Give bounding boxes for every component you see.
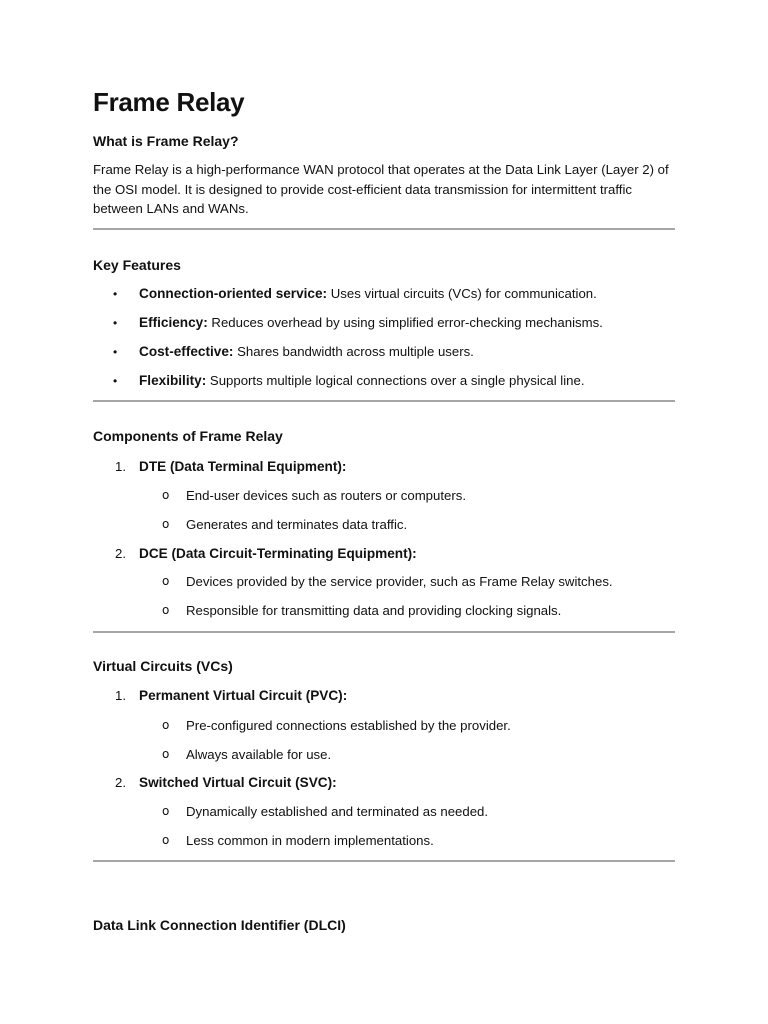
section-heading-intro: What is Frame Relay? — [93, 133, 239, 149]
sub-bullet-icon: o — [162, 747, 170, 761]
divider — [93, 631, 675, 633]
circuit-label: Switched Virtual Circuit (SVC): — [139, 775, 337, 790]
sub-bullet-icon: o — [162, 603, 170, 617]
circuit-label: Permanent Virtual Circuit (PVC): — [139, 688, 348, 703]
feature-item — [115, 314, 603, 332]
bullet-icon: • — [113, 374, 118, 388]
feature-label: Flexibility: — [139, 373, 207, 388]
circuit-sub-item: o Always available for use. — [162, 747, 332, 762]
sub-bullet-icon: o — [162, 517, 170, 531]
bullet-icon: • — [113, 345, 118, 359]
sub-bullet-icon: o — [162, 488, 170, 502]
component-sub-item: o End-user devices such as routers or computers. — [162, 488, 466, 503]
feature-item — [115, 372, 585, 390]
feature-item — [115, 285, 597, 303]
component-item — [115, 458, 346, 476]
component-sub-item: o Responsible for transmitting data and providing clocking signals. — [162, 603, 562, 618]
feature-label: Connection-oriented service: — [139, 286, 328, 301]
sub-bullet-icon: o — [162, 718, 170, 732]
divider — [93, 400, 675, 402]
sub-bullet-icon: o — [162, 804, 170, 818]
feature-label: Cost-effective: — [139, 344, 234, 359]
component-sub-item: o Generates and terminates data traffic. — [162, 517, 408, 532]
component-item — [115, 545, 417, 563]
circuit-sub-item: o Dynamically established and terminated as needed. — [162, 804, 489, 819]
feature-text: Supports multiple logical connections over a single physical line. — [209, 373, 585, 388]
list-number: 1. — [115, 688, 126, 703]
feature-item — [115, 343, 474, 361]
list-number: 1. — [115, 459, 126, 474]
sub-bullet-icon: o — [162, 833, 170, 847]
list-number: 2. — [115, 546, 126, 561]
page-title: Frame Relay — [93, 87, 245, 117]
feature-label: Efficiency: — [139, 315, 208, 330]
section-heading-dlci: Data Link Connection Identifier (DLCI) — [93, 917, 346, 933]
divider — [93, 228, 675, 230]
component-label: DCE (Data Circuit-Terminating Equipment): — [139, 546, 417, 561]
section-heading-circuits: Virtual Circuits (VCs) — [93, 658, 233, 674]
feature-text: Reduces overhead by using simplified error-checking mechanisms. — [211, 315, 603, 330]
circuit-sub-item: o Pre-configured connections established by the provider. — [162, 718, 511, 733]
feature-text: Shares bandwidth across multiple users. — [237, 344, 474, 359]
circuit-item — [115, 774, 337, 792]
circuit-sub-item: o Less common in modern implementations. — [162, 833, 434, 848]
list-number: 2. — [115, 775, 126, 790]
component-label: DTE (Data Terminal Equipment): — [139, 459, 347, 474]
circuit-item — [115, 687, 347, 705]
divider — [93, 860, 675, 862]
section-heading-components: Components of Frame Relay — [93, 428, 283, 444]
component-sub-item: o Devices provided by the service provider, such as Frame Relay switches. — [162, 574, 613, 589]
intro-paragraph: Frame Relay is a high-performance WAN protocol that operates at the Data Link Layer (Layer 2) of the OSI model. It is designed to provide cost-efficient data transmission for intermittent traffic between LANs and WANs. — [93, 162, 669, 216]
section-heading-features: Key Features — [93, 257, 181, 273]
feature-text: Uses virtual circuits (VCs) for communication. — [330, 286, 597, 301]
bullet-icon: • — [113, 316, 118, 330]
bullet-icon: • — [113, 287, 118, 301]
sub-bullet-icon: o — [162, 574, 170, 588]
